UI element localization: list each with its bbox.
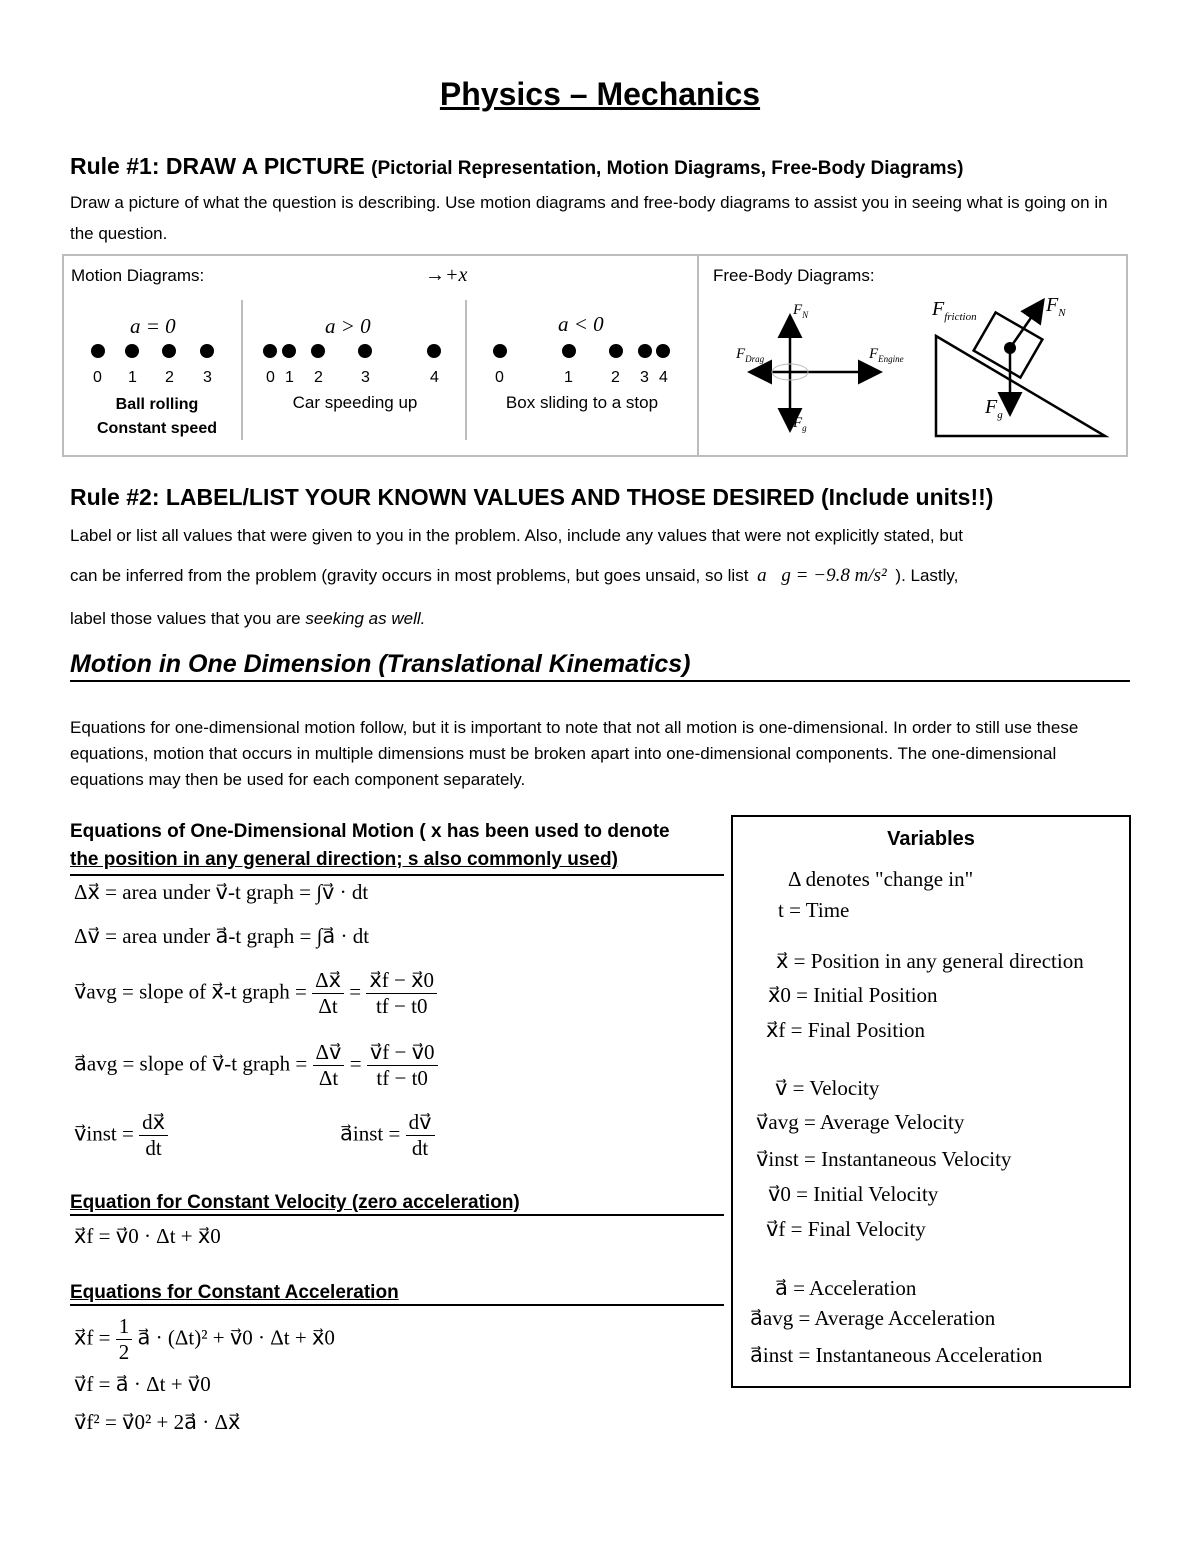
tick-label: 2 (611, 369, 620, 386)
tick-label: 1 (285, 369, 294, 386)
gravity-equation: a⃗g = −9.8 m/s² (757, 565, 887, 586)
tick-label: 1 (564, 369, 573, 386)
eq-const-vel-heading: Equation for Constant Velocity (zero acceleration) (70, 1192, 724, 1216)
case1-caption-line1: Ball rolling (115, 396, 199, 413)
variable-final-velocity: v⃗f = Final Velocity (766, 1217, 926, 1241)
rule2-text-line3-start: label those values that you are (70, 609, 301, 628)
variable-initial-position: x⃗0 = Initial Position (768, 983, 938, 1007)
direction-label: →+x (425, 264, 468, 286)
diagram-divider (697, 254, 699, 457)
case1-caption (77, 393, 237, 441)
position-dot (358, 344, 372, 358)
variable-inst-acceleration: a⃗inst = Instantaneous Acceleration (750, 1343, 1043, 1367)
equation-velocity-area: Δv⃗ = area under a⃗-t graph = ∫a⃗ · dt (74, 924, 370, 948)
inst-velocity-frac: $\frac{dx⃗}{dt}$ (139, 1110, 168, 1161)
position-dot (282, 344, 296, 358)
variable-velocity: v⃗ = Velocity (775, 1076, 880, 1100)
fbd2-friction-label: $F_{friction}$ (932, 298, 977, 323)
rule2-text-line2-start: can be inferred from the problem (gravity occurs in most problems, but goes unsaid, so list (70, 566, 749, 585)
position-dot (263, 344, 277, 358)
page-title: Physics – Mechanics (439, 76, 761, 112)
avg-acceleration-frac2: $\frac{v⃗f - v⃗0}{tf - t0}$ (367, 1040, 438, 1091)
position-dot (609, 344, 623, 358)
incline-normal-arrow (1010, 302, 1042, 348)
rule2-heading: Rule #2: LABEL/LIST YOUR KNOWN VALUES AND THOSE DESIRED (Include units!!) (70, 484, 994, 510)
eq-general-heading-line1: Equations of One-Dimensional Motion ( x has been used to denote (70, 821, 670, 842)
inst-acceleration-frac: $\frac{dv⃗}{dt}$ (406, 1110, 435, 1161)
avg-velocity-frac1: $\frac{\Delta x⃗}{\Delta t}$ (312, 968, 344, 1019)
equation-displacement-area: Δx⃗ = area under v⃗-t graph = ∫v⃗ · dt (74, 880, 369, 904)
tick-label: 3 (640, 369, 649, 386)
equation-const-velocity: x⃗f = v⃗0 · Δt + x⃗0 (74, 1224, 221, 1248)
position-dot (162, 344, 176, 358)
incline-ramp (936, 336, 1105, 436)
position-dot (311, 344, 325, 358)
equation-inst-acceleration (340, 1110, 435, 1161)
avg-acceleration-frac1: $\frac{\Delta v⃗}{\Delta t}$ (313, 1040, 345, 1091)
accel-negative-label: a < 0 (558, 312, 604, 336)
position-dot (493, 344, 507, 358)
rule2-text-line3-emphasis: seeking as well. (305, 609, 426, 628)
avg-velocity-left: v⃗avg = slope of x⃗-t graph = (74, 979, 307, 1004)
position-dot (638, 344, 652, 358)
one-half-frac: $\frac{1}{2}$ (116, 1314, 133, 1365)
position-dot (656, 344, 670, 358)
rule2-text-line1: Label or list all values that were given to you in the problem. Also, include any values that were not explicitly stated, but (70, 526, 963, 545)
tick-label: 0 (266, 369, 275, 386)
equation-const-acc-velocity: v⃗f = a⃗ · Δt + v⃗0 (74, 1372, 211, 1396)
rule2-text-line3 (70, 603, 1132, 634)
eq-const-acc-heading: Equations for Constant Acceleration (70, 1282, 724, 1306)
tick-label: 0 (495, 369, 504, 386)
case2-caption: Car speeding up (292, 393, 418, 412)
variable-inst-velocity: v⃗inst = Instantaneous Velocity (756, 1147, 1012, 1171)
tick-label: 0 (93, 369, 102, 386)
const-acc-position-right: a⃗ · (Δt)² + v⃗0 · Δt + x⃗0 (137, 1325, 335, 1350)
accel-zero-label: a = 0 (130, 314, 176, 338)
section-intro: Equations for one-dimensional motion follow, but it is important to note that not all motion is one-dimensional. In order to still use these equations, motion that occurs in multiple dimensions must be broken apart into one-dimensional components. The one-dimensional equations may then be used for each component separately. (70, 718, 1079, 789)
case1-caption-line2: Constant speed (96, 420, 217, 437)
tick-label: 1 (128, 369, 137, 386)
rule2-text-line2-end: ). Lastly, (895, 566, 959, 585)
position-dot (562, 344, 576, 358)
eq-general-heading-line2: the position in any general direction; s also commonly used) (70, 849, 618, 870)
variable-position: x⃗ = Position in any general direction (776, 949, 1084, 973)
rule1-text: Draw a picture of what the question is describing. Use motion diagrams and free-body diagrams to assist you in seeing what is going on in the question. (70, 193, 1108, 243)
avg-velocity-frac2: $\frac{x⃗f - x⃗0}{tf - t0}$ (366, 968, 437, 1019)
rule1-heading-main: Rule #1: DRAW A PICTURE (70, 153, 365, 179)
accel-positive-label: a > 0 (325, 314, 371, 338)
avg-acceleration-left: a⃗avg = slope of v⃗-t graph = (74, 1051, 308, 1076)
eq-general-heading (70, 818, 724, 876)
tick-label: 4 (430, 369, 439, 386)
equation-const-acc-velocity-squared: v⃗f² = v⃗0² + 2a⃗ · Δx⃗ (74, 1410, 241, 1434)
rule1-heading (70, 153, 963, 180)
variables-heading: Variables (887, 828, 975, 850)
variable-delta: Δ denotes "change in" (788, 867, 974, 891)
position-dot (427, 344, 441, 358)
tick-label: 3 (203, 369, 212, 386)
section-heading: Motion in One Dimension (Translational Kinematics) (70, 650, 1130, 682)
position-dot (125, 344, 139, 358)
variable-initial-velocity: v⃗0 = Initial Velocity (768, 1182, 939, 1206)
fbd1-engine-label: $F_{Engine}$ (869, 346, 904, 364)
inst-velocity-left: v⃗inst = (74, 1121, 134, 1146)
motion-divider-1 (241, 300, 243, 440)
variable-avg-acceleration: a⃗avg = Average Acceleration (750, 1306, 996, 1330)
rule1-heading-sub: (Pictorial Representation, Motion Diagrams, Free-Body Diagrams) (371, 158, 964, 179)
fbd-label: Free-Body Diagrams: (713, 266, 875, 285)
const-acc-position-left: x⃗f = (74, 1325, 111, 1350)
fbd1-normal-label: $F_N$ (793, 302, 809, 320)
fbd1-gravity-label: $F_g$ (793, 415, 807, 433)
position-dot (200, 344, 214, 358)
tick-label: 4 (659, 369, 668, 386)
motion-diagrams-label: Motion Diagrams: (71, 266, 205, 285)
equation-avg-acceleration: a⃗avg = slope of v⃗-t graph = $\frac{\Delta v⃗}{\Delta t}$ = $\frac{v⃗f - v⃗0}{tf - t0}$ (74, 1040, 438, 1091)
equation-avg-velocity: v⃗avg = slope of x⃗-t graph = $\frac{\Delta x⃗}{\Delta t}$ = $\frac{x⃗f - x⃗0}{tf - t0}$ (74, 968, 437, 1019)
fbd2-normal-label: $F_N$ (1046, 294, 1066, 319)
variable-final-position: x⃗f = Final Position (766, 1018, 926, 1042)
fbd-forces-cross (730, 300, 930, 445)
variable-time: t = Time (778, 898, 850, 922)
motion-divider-2 (465, 300, 467, 440)
equation-inst-velocity (74, 1110, 168, 1161)
variable-acceleration: a⃗ = Acceleration (775, 1276, 917, 1300)
variable-avg-velocity: v⃗avg = Average Velocity (756, 1110, 965, 1134)
rule2-text-line2 (70, 560, 1132, 591)
tick-label: 3 (361, 369, 370, 386)
tick-label: 2 (314, 369, 323, 386)
fbd1-drag-label: $F_{Drag}$ (736, 346, 765, 364)
equation-const-acc-position (74, 1314, 335, 1365)
fbd2-gravity-label: $F_g$ (985, 396, 1003, 421)
inst-acceleration-left: a⃗inst = (340, 1121, 401, 1146)
position-dot (91, 344, 105, 358)
case3-caption: Box sliding to a stop (505, 393, 659, 412)
tick-label: 2 (165, 369, 174, 386)
